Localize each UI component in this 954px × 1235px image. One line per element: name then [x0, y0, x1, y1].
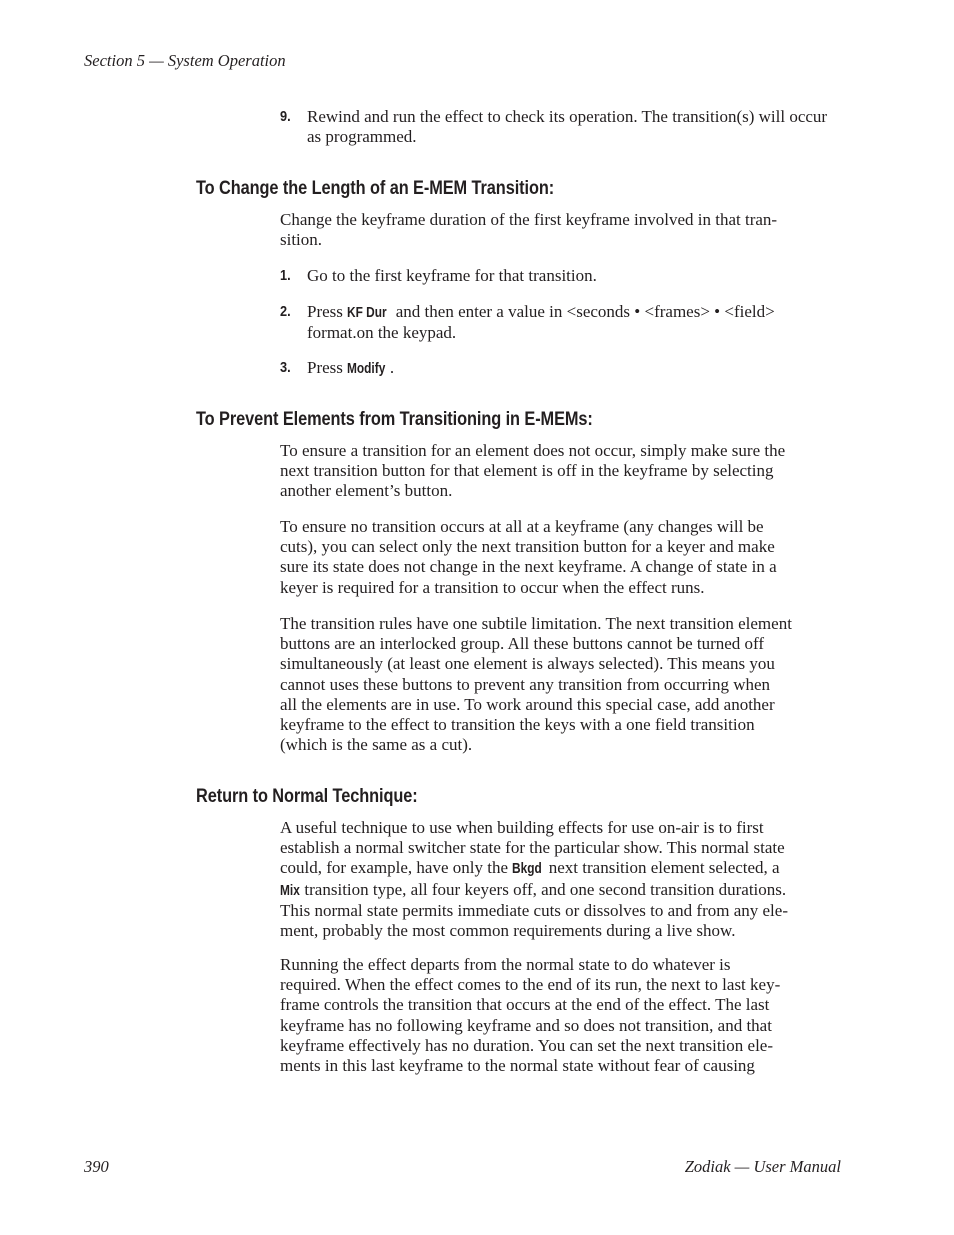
text-line: sition.	[280, 230, 323, 250]
step-text	[307, 358, 842, 379]
text-run: transition type, all four keyers off, and one second transition durations.	[300, 879, 787, 899]
step-1	[280, 266, 842, 286]
text-line: keyer is required for a transition to occur when the effect runs.	[280, 577, 705, 597]
step-number: 3.	[280, 359, 291, 376]
text-line: To ensure no transition occurs at all at a keyframe (any changes will be	[280, 517, 764, 536]
return-paragraph-1	[280, 818, 842, 941]
text-line: required. When the effect comes to the end of its run, the next to last key-	[280, 975, 781, 995]
text-line: all the elements are in use. To work around this special case, add another	[280, 694, 775, 714]
text-line: ments in this last keyframe to the normal state without fear of causing	[280, 1056, 755, 1076]
text-run: next transition element selected, a	[544, 858, 780, 878]
step-text	[307, 302, 842, 343]
key-name-modify: Modify	[347, 361, 386, 377]
text-line: A useful technique to use when building effects for use on-air is to first	[280, 818, 764, 837]
text-line	[280, 858, 842, 879]
heading-change-length: To Change the Length of an E-MEM Transition:	[196, 178, 555, 199]
text-run: .	[389, 358, 395, 377]
text-line: simultaneously (at least one element is always selected). This means you	[280, 654, 775, 674]
prevent-paragraph-1	[280, 441, 842, 502]
text-line: keyframe to the effect to transition the keys with a one field transition	[280, 715, 755, 735]
return-paragraph-2	[280, 955, 842, 1076]
manual-title: Zodiak — User Manual	[684, 1157, 841, 1176]
text-run: Press	[307, 358, 348, 377]
text-line: ment, probably the most common requirements during a live show.	[280, 921, 736, 941]
text-run: and then enter a value in <seconds • <frames> • <field>	[391, 302, 775, 321]
step-2	[280, 302, 842, 343]
key-name-bkgd: Bkgd	[512, 861, 542, 878]
step-number: 9.	[280, 108, 291, 125]
text-line: To ensure a transition for an element does not occur, simply make sure the	[280, 441, 786, 460]
text-line: another element’s button.	[280, 481, 453, 501]
step-number: 1.	[280, 267, 291, 284]
step-9	[280, 107, 842, 147]
text-run: Press	[307, 302, 348, 321]
running-head: Section 5 — System Operation	[84, 51, 286, 70]
step-text: Rewind and run the effect to check its operation. The transition(s) will occur as programmed.	[307, 107, 828, 147]
text-run: could, for example, have only the	[280, 858, 513, 878]
text-line: The transition rules have one subtile limitation. The next transition element	[280, 614, 792, 633]
step-text: Go to the first keyframe for that transition.	[307, 266, 597, 285]
prevent-paragraph-2	[280, 517, 842, 598]
step-3	[280, 358, 842, 379]
text-line: sure its state does not change in the next keyframe. A change of state in a	[280, 557, 777, 577]
text-line: frame controls the transition that occurs at the end of the effect. The last	[280, 995, 770, 1015]
key-name-kf-dur: KF Dur	[347, 305, 387, 321]
text-line: keyframe has no following keyframe and so does not transition, and that	[280, 1015, 772, 1035]
heading-prevent-elements: To Prevent Elements from Transitioning in E-MEMs:	[196, 409, 593, 430]
text-line: establish a normal switcher state for the particular show. This normal state	[280, 838, 785, 858]
key-name-mix: Mix	[280, 882, 300, 899]
text-line: Running the effect departs from the normal state to do whatever is	[280, 955, 731, 974]
text-line: next transition button for that element is off in the keyframe by selecting	[280, 461, 774, 481]
text-line: Change the keyframe duration of the first keyframe involved in that tran-	[280, 210, 778, 229]
text-run: format.on the keypad.	[307, 323, 457, 343]
text-line: (which is the same as a cut).	[280, 735, 473, 755]
text-line	[280, 880, 842, 901]
text-line: keyframe effectively has no duration. You can set the next transition ele-	[280, 1035, 774, 1055]
change-length-intro	[280, 210, 842, 250]
page-number: 390	[84, 1157, 109, 1176]
text-line: cannot uses these buttons to prevent any transition from occurring when	[280, 674, 771, 694]
text-line: cuts), you can select only the next transition button for a keyer and make	[280, 537, 775, 557]
prevent-paragraph-3	[280, 614, 842, 755]
heading-return-normal: Return to Normal Technique:	[196, 786, 418, 807]
text-line: buttons are an interlocked group. All these buttons cannot be turned off	[280, 634, 765, 654]
step-number: 2.	[280, 303, 291, 320]
text-line: This normal state permits immediate cuts or dissolves to and from any ele-	[280, 900, 788, 920]
